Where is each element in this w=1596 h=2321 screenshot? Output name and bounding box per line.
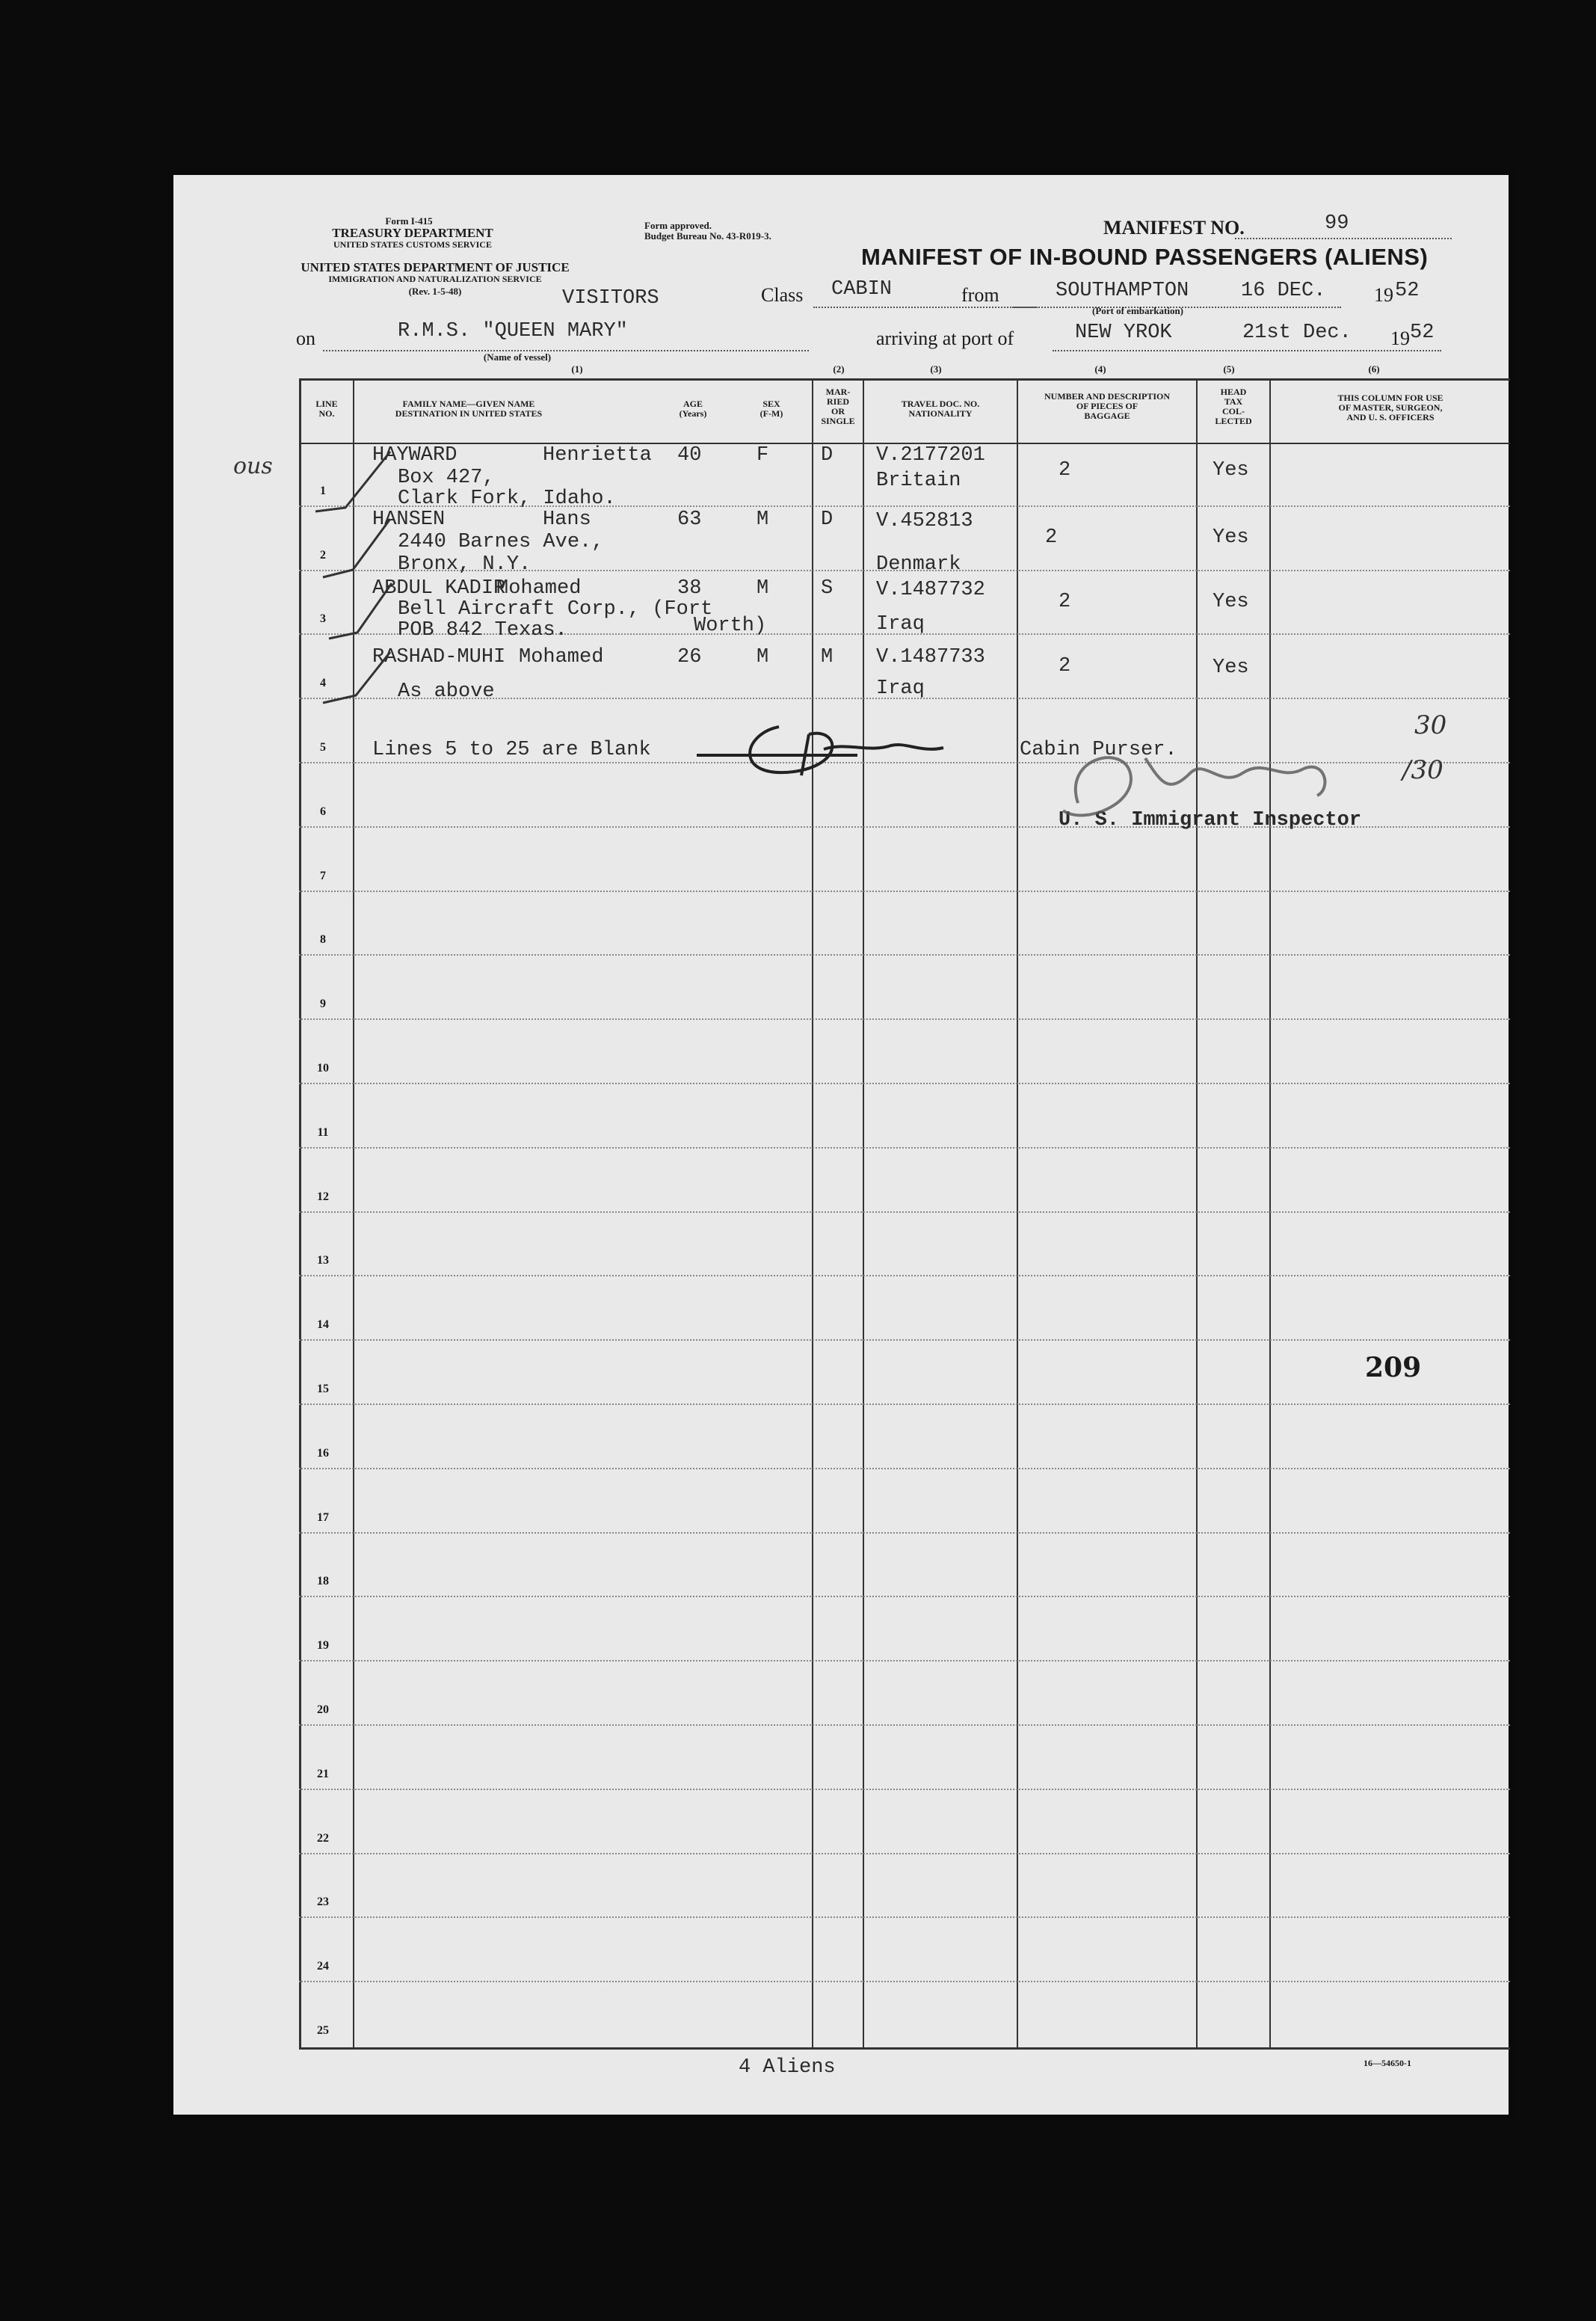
line-number: 24 — [317, 1960, 329, 1973]
passenger-2-name: HANSEN — [372, 508, 446, 531]
col-num-6: (6) — [1368, 363, 1380, 375]
check-mark-4 — [323, 652, 390, 703]
col-divider-baggage — [1017, 378, 1018, 2049]
purser-signature — [697, 712, 1011, 794]
col-divider-doc — [863, 378, 864, 2049]
inspector-signature — [1018, 728, 1437, 855]
passenger-1-head-tax: Yes — [1213, 459, 1249, 482]
footer-count: 4 Aliens — [739, 2056, 836, 2079]
ins-service: IMMIGRATION AND NATURALIZATION SERVICE — [328, 274, 542, 284]
col-num-1: (1) — [571, 363, 583, 375]
passenger-1-doc: V.2177201 — [876, 444, 985, 467]
line-number: 3 — [320, 612, 326, 626]
passenger-2-baggage: 2 — [1045, 526, 1058, 549]
col-num-4: (4) — [1094, 363, 1106, 375]
from-date: 16 DEC. — [1241, 280, 1326, 302]
budget-bureau: Budget Bureau No. 43-R019-3. — [644, 230, 771, 242]
check-mark-3 — [329, 583, 392, 639]
class-label: Class — [761, 284, 804, 306]
row-line — [299, 1596, 1510, 1597]
passenger-4-doc: V.1487733 — [876, 646, 985, 668]
row-line — [299, 1404, 1510, 1405]
row-line — [299, 1083, 1510, 1084]
customs-service: UNITED STATES CUSTOMS SERVICE — [333, 239, 492, 250]
row-line — [299, 1468, 1510, 1469]
passenger-2-age: 63 — [677, 508, 702, 531]
header-head-tax: HEAD TAX COL- LECTED — [1215, 387, 1252, 426]
line-number: 22 — [317, 1831, 329, 1845]
line-number: 14 — [317, 1318, 329, 1332]
row-line — [299, 1532, 1510, 1534]
line-number: 13 — [317, 1254, 329, 1267]
row-line — [299, 1275, 1510, 1276]
arriving-year-prefix: 19 — [1390, 328, 1410, 349]
manifest-sheet — [173, 175, 1509, 2115]
passenger-3-head-tax: Yes — [1213, 591, 1249, 613]
passenger-1-married: D — [821, 444, 834, 467]
stamp-number: 209 — [1365, 1352, 1422, 1383]
from-year: 52 — [1395, 280, 1420, 302]
passenger-1-sex: F — [757, 444, 769, 467]
line-number: 19 — [317, 1639, 329, 1653]
margin-note: ous — [233, 453, 273, 479]
check-mark-1 — [315, 452, 390, 511]
passenger-1-age: 40 — [677, 444, 702, 467]
passenger-4-age: 26 — [677, 646, 702, 668]
class-value: CABIN — [831, 278, 893, 301]
table-bottom-border — [299, 2047, 1510, 2050]
col-divider-officers — [1269, 378, 1271, 2049]
passenger-1-given: Henrietta — [543, 444, 652, 467]
line-number: 12 — [317, 1190, 329, 1203]
passenger-4-addr1: As above — [398, 680, 495, 703]
line-number: 5 — [320, 741, 326, 754]
col-num-3: (3) — [930, 363, 942, 375]
revision: (Rev. 1-5-48) — [408, 286, 462, 297]
line-number: 9 — [320, 997, 326, 1011]
inspector-note-top: 30 — [1414, 710, 1447, 740]
from-label: from — [961, 284, 999, 306]
passenger-1-nationality: Britain — [876, 470, 961, 492]
col-num-5: (5) — [1223, 363, 1235, 375]
passenger-4-name: RASHAD-MUHI — [372, 646, 506, 668]
header-sex: SEX (F-M) — [760, 399, 783, 419]
line-number: 25 — [317, 2024, 329, 2037]
passenger-4-head-tax: Yes — [1213, 657, 1249, 679]
line-number: 17 — [317, 1510, 329, 1524]
passenger-3-addr1: Bell Aircraft Corp., (Fort — [398, 598, 713, 621]
line-number: 6 — [320, 805, 326, 818]
line-number: 11 — [317, 1125, 329, 1139]
row-line — [299, 1853, 1510, 1854]
line-number: 15 — [317, 1383, 329, 1395]
line-number: 2 — [320, 548, 326, 562]
row-line — [299, 1916, 1510, 1918]
header-family-name: FAMILY NAME—GIVEN NAME DESTINATION IN UNITED STATES — [395, 399, 543, 419]
passenger-3-name: ABDUL KADIR — [372, 577, 506, 600]
col-num-2: (2) — [833, 363, 845, 375]
passenger-2-given: Hans — [543, 508, 591, 531]
passenger-4-sex: M — [757, 646, 769, 668]
form-approved: Form approved. — [644, 220, 712, 231]
passenger-2-doc: V.452813 — [876, 510, 973, 532]
form-number: Form I-415 — [385, 215, 433, 227]
row-line — [299, 1724, 1510, 1726]
line-number: 20 — [317, 1703, 329, 1716]
check-marks — [293, 437, 398, 721]
treasury-dept: TREASURY DEPARTMENT — [332, 226, 493, 240]
header-married: MAR- RIED OR SINGLE — [821, 387, 855, 426]
class-line — [813, 307, 1038, 308]
line-number: 8 — [320, 933, 326, 947]
row-line — [299, 1147, 1510, 1149]
passenger-4-nationality: Iraq — [876, 677, 925, 700]
row-line — [299, 1660, 1510, 1661]
manifest-no-label: MANIFEST NO. — [1103, 217, 1245, 239]
from-port: SOUTHAMPTON — [1056, 280, 1189, 302]
passenger-3-age: 38 — [677, 577, 702, 600]
passenger-3-nationality: Iraq — [876, 613, 925, 636]
row-line — [299, 1789, 1510, 1790]
header-travel-doc: TRAVEL DOC. NO. NATIONALITY — [901, 399, 980, 419]
passenger-2-addr1: 2440 Barnes Ave., — [398, 531, 604, 553]
passenger-3-baggage: 2 — [1059, 591, 1071, 613]
visitors-label: VISITORS — [562, 287, 659, 310]
check-mark-2 — [323, 519, 390, 577]
header-age: AGE (Years) — [679, 399, 707, 419]
justice-dept: UNITED STATES DEPARTMENT OF JUSTICE — [301, 260, 570, 274]
passenger-4-married: M — [821, 646, 834, 668]
port-embark-caption: (Port of embarkation) — [1091, 305, 1184, 316]
row-line — [299, 891, 1510, 892]
col-divider-married — [812, 378, 813, 2049]
footer-code: 16—54650-1 — [1364, 2058, 1411, 2068]
passenger-4-baggage: 2 — [1059, 655, 1071, 677]
manifest-no: 99 — [1325, 212, 1349, 235]
passenger-3-addr2: POB 842 Texas. — [398, 619, 567, 642]
line-number: 10 — [317, 1062, 329, 1075]
line-number: 21 — [317, 1767, 329, 1780]
arriving-port: NEW YROK — [1075, 322, 1172, 344]
passenger-1-name: HAYWARD — [372, 444, 457, 467]
passenger-2-addr2: Bronx, N.Y. — [398, 553, 532, 576]
from-year-prefix: 19 — [1374, 284, 1393, 306]
header-line-no: LINE NO. — [315, 399, 338, 419]
passenger-3-doc: V.1487732 — [876, 579, 985, 601]
row-line — [299, 1211, 1510, 1213]
passenger-3-given: Mohamed — [496, 577, 582, 600]
arriving-line — [1053, 350, 1441, 351]
passenger-3-sex: M — [757, 577, 769, 600]
manifest-title: MANIFEST OF IN-BOUND PASSENGERS (ALIENS) — [861, 244, 1429, 270]
line-number: 1 — [320, 484, 326, 497]
blank-note: Lines 5 to 25 are Blank — [372, 739, 651, 761]
passenger-2-nationality: Denmark — [876, 553, 961, 576]
table-top-border — [299, 378, 1510, 381]
vessel-name: R.M.S. "QUEEN MARY" — [398, 320, 628, 342]
line-number: 7 — [320, 869, 326, 882]
passenger-1-addr2: Clark Fork, Idaho. — [398, 488, 616, 510]
row-line — [299, 954, 1510, 956]
passenger-1-addr1: Box 427, — [398, 467, 495, 489]
manifest-no-line — [1235, 238, 1452, 239]
passenger-1-baggage: 2 — [1059, 459, 1071, 482]
purser-title: Cabin Purser. — [1020, 739, 1177, 761]
passenger-4-given: Mohamed — [519, 646, 604, 668]
line-number: 23 — [317, 1896, 329, 1909]
vessel-caption: (Name of vessel) — [483, 351, 552, 363]
passenger-2-sex: M — [757, 508, 769, 531]
arriving-date: 21st Dec. — [1242, 322, 1352, 344]
on-label: on — [296, 328, 315, 349]
line-number: 18 — [317, 1575, 329, 1588]
col-divider-tax — [1196, 378, 1198, 2049]
header-officers: THIS COLUMN FOR USE OF MASTER, SURGEON, AND U. S. OFFICERS — [1337, 393, 1444, 422]
row-line — [299, 1981, 1510, 1982]
passenger-2-head-tax: Yes — [1213, 526, 1249, 549]
passenger-2-married: D — [821, 508, 834, 531]
arriving-label: arriving at port of — [876, 328, 1014, 349]
inspector-note-side: /30 — [1402, 755, 1444, 785]
passenger-3-married: S — [821, 577, 834, 600]
row-line — [299, 1018, 1510, 1020]
arriving-year: 52 — [1410, 322, 1435, 344]
header-baggage: NUMBER AND DESCRIPTION OF PIECES OF BAGGAGE — [1044, 391, 1171, 421]
inspector-title: U. S. Immigrant Inspector — [1059, 809, 1362, 831]
row-line — [299, 1339, 1510, 1341]
line-number: 4 — [320, 677, 326, 690]
passenger-3-addr2b: Worth) — [694, 615, 767, 637]
line-number: 16 — [317, 1446, 329, 1460]
